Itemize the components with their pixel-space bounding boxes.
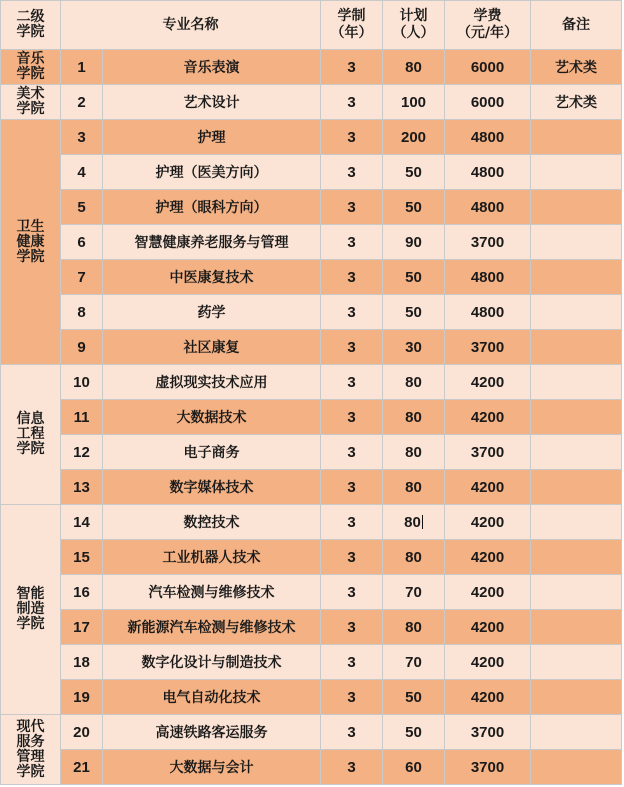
years-cell-text: 3 bbox=[347, 758, 356, 776]
fee-cell-text: 3700 bbox=[470, 338, 505, 356]
header-plan: 计划 （人） bbox=[383, 1, 445, 50]
fee-cell-text: 4200 bbox=[470, 548, 505, 566]
years-cell bbox=[321, 540, 383, 575]
plan-cell bbox=[383, 155, 445, 190]
plan-cell bbox=[383, 575, 445, 610]
major-name-cell bbox=[103, 295, 321, 330]
row-number-cell-text: 3 bbox=[77, 128, 86, 146]
plan-cell-text: 50 bbox=[405, 198, 422, 216]
plan-cell bbox=[383, 435, 445, 470]
major-name-cell-text: 数控技术 bbox=[183, 515, 240, 531]
note-cell bbox=[531, 610, 622, 645]
table-row bbox=[1, 365, 622, 400]
plan-cell-text: 50 bbox=[405, 723, 422, 741]
row-number-cell bbox=[61, 435, 103, 470]
note-cell bbox=[531, 470, 622, 505]
row-number-cell-text: 6 bbox=[77, 233, 86, 251]
table-row bbox=[1, 260, 622, 295]
plan-cell-text: 50 bbox=[405, 163, 422, 181]
fee-cell-text: 4200 bbox=[470, 513, 505, 531]
years-cell bbox=[321, 120, 383, 155]
years-cell bbox=[321, 365, 383, 400]
note-cell bbox=[531, 260, 622, 295]
table-row bbox=[1, 470, 622, 505]
row-number-cell-text: 18 bbox=[73, 653, 90, 671]
fee-cell-text: 3700 bbox=[470, 233, 505, 251]
row-number-cell bbox=[61, 85, 103, 120]
years-cell bbox=[321, 435, 383, 470]
fee-cell bbox=[445, 645, 531, 680]
row-number-cell-text: 14 bbox=[73, 513, 90, 531]
fee-cell bbox=[445, 505, 531, 540]
fee-cell-text: 6000 bbox=[470, 93, 505, 111]
major-name-cell bbox=[103, 400, 321, 435]
years-cell-text: 3 bbox=[347, 268, 356, 286]
years-cell-text: 3 bbox=[347, 198, 356, 216]
plan-cell bbox=[383, 85, 445, 120]
row-number-cell bbox=[61, 715, 103, 750]
years-cell bbox=[321, 190, 383, 225]
fee-cell bbox=[445, 295, 531, 330]
row-number-cell bbox=[61, 610, 103, 645]
table-row bbox=[1, 575, 622, 610]
table-row bbox=[1, 50, 622, 85]
college-cell: 信息 工程 学院 bbox=[1, 365, 61, 505]
major-name-cell bbox=[103, 750, 321, 785]
major-name-cell bbox=[103, 645, 321, 680]
fee-cell-text: 3700 bbox=[470, 723, 505, 741]
plan-cell-text: 80 bbox=[405, 478, 422, 496]
major-name-cell-text: 中医康复技术 bbox=[169, 270, 254, 286]
years-cell-text: 3 bbox=[347, 163, 356, 181]
fee-cell-text: 6000 bbox=[470, 58, 505, 76]
fee-cell-text: 4200 bbox=[470, 373, 505, 391]
major-name-cell-text: 护理（医美方向） bbox=[155, 165, 268, 181]
years-cell bbox=[321, 610, 383, 645]
years-cell bbox=[321, 750, 383, 785]
plan-cell bbox=[383, 330, 445, 365]
plan-cell bbox=[383, 645, 445, 680]
years-cell bbox=[321, 155, 383, 190]
major-name-cell bbox=[103, 120, 321, 155]
table-row bbox=[1, 505, 622, 540]
plan-cell-text: 80 bbox=[404, 513, 421, 531]
major-name-cell bbox=[103, 505, 321, 540]
plan-cell-text: 60 bbox=[405, 758, 422, 776]
note-cell bbox=[531, 505, 622, 540]
major-name-cell bbox=[103, 365, 321, 400]
fee-cell-text: 4200 bbox=[470, 653, 505, 671]
fee-cell bbox=[445, 50, 531, 85]
fee-cell bbox=[445, 155, 531, 190]
plan-cell bbox=[383, 50, 445, 85]
major-name-cell bbox=[103, 225, 321, 260]
fee-cell bbox=[445, 470, 531, 505]
major-name-cell-text: 智慧健康养老服务与管理 bbox=[134, 235, 289, 251]
plan-cell bbox=[383, 190, 445, 225]
college-cell: 美术 学院 bbox=[1, 85, 61, 120]
row-number-cell-text: 20 bbox=[73, 723, 90, 741]
college-cell: 现代 服务 管理 学院 bbox=[1, 715, 61, 785]
row-number-cell bbox=[61, 330, 103, 365]
note-cell bbox=[531, 435, 622, 470]
note-cell bbox=[531, 50, 622, 85]
table-row bbox=[1, 400, 622, 435]
plan-cell-text: 100 bbox=[400, 93, 427, 111]
years-cell bbox=[321, 260, 383, 295]
major-name-cell-text: 汽车检测与维修技术 bbox=[148, 585, 275, 601]
header-years: 学制 （年） bbox=[321, 1, 383, 50]
major-name-cell-text: 高速铁路客运服务 bbox=[155, 725, 268, 741]
major-name-cell-text: 新能源汽车检测与维修技术 bbox=[127, 620, 296, 636]
major-name-cell bbox=[103, 715, 321, 750]
plan-cell[interactable] bbox=[383, 505, 445, 540]
row-number-cell bbox=[61, 575, 103, 610]
row-number-cell-text: 7 bbox=[77, 268, 86, 286]
note-cell bbox=[531, 190, 622, 225]
plan-cell bbox=[383, 260, 445, 295]
header-note: 备注 bbox=[531, 1, 622, 50]
plan-cell bbox=[383, 750, 445, 785]
major-name-cell-text: 艺术设计 bbox=[183, 95, 240, 111]
plan-cell bbox=[383, 225, 445, 260]
row-number-cell-text: 17 bbox=[73, 618, 90, 636]
row-number-cell bbox=[61, 120, 103, 155]
major-name-cell bbox=[103, 190, 321, 225]
row-number-cell-text: 15 bbox=[73, 548, 90, 566]
major-name-cell-text: 社区康复 bbox=[183, 340, 240, 356]
note-cell bbox=[531, 715, 622, 750]
major-name-cell bbox=[103, 540, 321, 575]
college-cell: 音乐 学院 bbox=[1, 50, 61, 85]
plan-cell-text: 50 bbox=[405, 268, 422, 286]
years-cell-text: 3 bbox=[347, 548, 356, 566]
plan-cell bbox=[383, 540, 445, 575]
note-cell bbox=[531, 295, 622, 330]
years-cell bbox=[321, 400, 383, 435]
note-cell-text: 艺术类 bbox=[555, 60, 597, 76]
row-number-cell-text: 13 bbox=[73, 478, 90, 496]
years-cell-text: 3 bbox=[347, 688, 356, 706]
major-name-cell-text: 大数据技术 bbox=[176, 410, 247, 426]
plan-cell-text: 70 bbox=[405, 653, 422, 671]
row-number-cell bbox=[61, 645, 103, 680]
major-name-cell-text: 护理 bbox=[197, 130, 226, 146]
major-name-cell-text: 虚拟现实技术应用 bbox=[155, 375, 268, 391]
major-name-cell bbox=[103, 260, 321, 295]
years-cell bbox=[321, 575, 383, 610]
major-name-cell bbox=[103, 50, 321, 85]
major-name-cell-text: 药学 bbox=[197, 305, 226, 321]
fee-cell bbox=[445, 680, 531, 715]
row-number-cell-text: 4 bbox=[77, 163, 86, 181]
fee-cell bbox=[445, 750, 531, 785]
table-row bbox=[1, 85, 622, 120]
fee-cell-text: 4800 bbox=[470, 163, 505, 181]
plan-cell bbox=[383, 120, 445, 155]
row-number-cell-text: 19 bbox=[73, 688, 90, 706]
major-name-cell bbox=[103, 85, 321, 120]
row-number-cell bbox=[61, 260, 103, 295]
plan-cell-text: 50 bbox=[405, 303, 422, 321]
fee-cell bbox=[445, 85, 531, 120]
table-row bbox=[1, 155, 622, 190]
fee-cell-text: 4800 bbox=[470, 198, 505, 216]
note-cell bbox=[531, 645, 622, 680]
fee-cell bbox=[445, 365, 531, 400]
row-number-cell-text: 1 bbox=[77, 58, 86, 76]
row-number-cell bbox=[61, 505, 103, 540]
table-row bbox=[1, 715, 622, 750]
fee-cell bbox=[445, 260, 531, 295]
major-name-cell-text: 音乐表演 bbox=[183, 60, 240, 76]
table-row bbox=[1, 750, 622, 785]
table-row bbox=[1, 610, 622, 645]
major-name-cell bbox=[103, 435, 321, 470]
years-cell bbox=[321, 225, 383, 260]
plan-cell bbox=[383, 715, 445, 750]
note-cell bbox=[531, 330, 622, 365]
major-name-cell-text: 电气自动化技术 bbox=[162, 690, 261, 706]
row-number-cell bbox=[61, 400, 103, 435]
years-cell-text: 3 bbox=[347, 93, 356, 111]
header-fee: 学费 （元/年） bbox=[445, 1, 531, 50]
major-name-cell-text: 大数据与会计 bbox=[169, 760, 254, 776]
plan-cell-text: 50 bbox=[405, 688, 422, 706]
fee-cell bbox=[445, 435, 531, 470]
row-number-cell bbox=[61, 540, 103, 575]
plan-cell-text: 70 bbox=[405, 583, 422, 601]
major-name-cell-text: 护理（眼科方向） bbox=[155, 200, 268, 216]
fee-cell bbox=[445, 330, 531, 365]
row-number-cell-text: 12 bbox=[73, 443, 90, 461]
note-cell bbox=[531, 400, 622, 435]
fee-cell bbox=[445, 575, 531, 610]
years-cell-text: 3 bbox=[347, 408, 356, 426]
years-cell-text: 3 bbox=[347, 583, 356, 601]
fee-cell bbox=[445, 400, 531, 435]
row-number-cell-text: 10 bbox=[73, 373, 90, 391]
row-number-cell-text: 8 bbox=[77, 303, 86, 321]
years-cell bbox=[321, 645, 383, 680]
row-number-cell-text: 16 bbox=[73, 583, 90, 601]
row-number-cell-text: 2 bbox=[77, 93, 86, 111]
table-row bbox=[1, 190, 622, 225]
years-cell bbox=[321, 50, 383, 85]
plan-cell bbox=[383, 470, 445, 505]
row-number-cell bbox=[61, 470, 103, 505]
major-name-cell bbox=[103, 575, 321, 610]
row-number-cell bbox=[61, 680, 103, 715]
fee-cell bbox=[445, 190, 531, 225]
table-row bbox=[1, 540, 622, 575]
fee-cell-text: 3700 bbox=[470, 758, 505, 776]
row-number-cell bbox=[61, 365, 103, 400]
years-cell bbox=[321, 295, 383, 330]
table-row bbox=[1, 295, 622, 330]
fee-cell-text: 3700 bbox=[470, 443, 505, 461]
years-cell-text: 3 bbox=[347, 58, 356, 76]
plan-cell bbox=[383, 365, 445, 400]
major-name-cell bbox=[103, 330, 321, 365]
fee-cell-text: 4200 bbox=[470, 618, 505, 636]
plan-cell bbox=[383, 295, 445, 330]
fee-cell bbox=[445, 715, 531, 750]
plan-cell-text: 80 bbox=[405, 408, 422, 426]
header-college: 二级 学院 bbox=[1, 1, 61, 50]
fee-cell bbox=[445, 540, 531, 575]
plan-cell-text: 30 bbox=[405, 338, 422, 356]
note-cell-text: 艺术类 bbox=[555, 95, 597, 111]
major-name-cell bbox=[103, 680, 321, 715]
row-number-cell bbox=[61, 190, 103, 225]
major-name-cell-text: 数字化设计与制造技术 bbox=[141, 655, 282, 671]
years-cell-text: 3 bbox=[347, 303, 356, 321]
plan-cell-text: 80 bbox=[405, 618, 422, 636]
major-name-cell-text: 工业机器人技术 bbox=[162, 550, 261, 566]
years-cell bbox=[321, 85, 383, 120]
fee-cell-text: 4800 bbox=[470, 128, 505, 146]
note-cell bbox=[531, 225, 622, 260]
table-row bbox=[1, 330, 622, 365]
years-cell bbox=[321, 680, 383, 715]
row-number-cell bbox=[61, 50, 103, 85]
fee-cell-text: 4800 bbox=[470, 268, 505, 286]
row-number-cell-text: 5 bbox=[77, 198, 86, 216]
note-cell bbox=[531, 680, 622, 715]
plan-cell-text: 200 bbox=[400, 128, 427, 146]
header-major: 专业名称 bbox=[61, 1, 321, 50]
row-number-cell bbox=[61, 750, 103, 785]
row-number-cell bbox=[61, 225, 103, 260]
header-row bbox=[1, 1, 622, 50]
note-cell bbox=[531, 575, 622, 610]
fee-cell bbox=[445, 225, 531, 260]
years-cell-text: 3 bbox=[347, 443, 356, 461]
years-cell-text: 3 bbox=[347, 338, 356, 356]
major-name-cell bbox=[103, 610, 321, 645]
years-cell-text: 3 bbox=[347, 653, 356, 671]
years-cell bbox=[321, 715, 383, 750]
table-row bbox=[1, 225, 622, 260]
table-row bbox=[1, 435, 622, 470]
fee-cell-text: 4200 bbox=[470, 583, 505, 601]
years-cell-text: 3 bbox=[347, 618, 356, 636]
plan-cell-text: 80 bbox=[405, 373, 422, 391]
text-cursor bbox=[422, 515, 423, 529]
years-cell-text: 3 bbox=[347, 478, 356, 496]
years-cell bbox=[321, 470, 383, 505]
table-body bbox=[1, 50, 622, 785]
fee-cell-text: 4200 bbox=[470, 478, 505, 496]
note-cell bbox=[531, 750, 622, 785]
major-name-cell-text: 电子商务 bbox=[183, 445, 240, 461]
years-cell bbox=[321, 505, 383, 540]
years-cell-text: 3 bbox=[347, 723, 356, 741]
major-name-cell bbox=[103, 155, 321, 190]
table-row bbox=[1, 120, 622, 155]
college-cell: 智能 制造 学院 bbox=[1, 505, 61, 715]
fee-cell bbox=[445, 610, 531, 645]
table-row bbox=[1, 645, 622, 680]
plan-cell bbox=[383, 680, 445, 715]
plan-cell-text: 80 bbox=[405, 548, 422, 566]
plan-cell-text: 90 bbox=[405, 233, 422, 251]
row-number-cell-text: 9 bbox=[77, 338, 86, 356]
plan-cell-text: 80 bbox=[405, 443, 422, 461]
row-number-cell bbox=[61, 155, 103, 190]
years-cell-text: 3 bbox=[347, 513, 356, 531]
college-cell: 卫生 健康 学院 bbox=[1, 120, 61, 365]
row-number-cell-text: 11 bbox=[73, 408, 90, 426]
plan-cell bbox=[383, 610, 445, 645]
major-name-cell-text: 数字媒体技术 bbox=[169, 480, 254, 496]
fee-cell bbox=[445, 120, 531, 155]
years-cell-text: 3 bbox=[347, 233, 356, 251]
major-name-cell bbox=[103, 470, 321, 505]
note-cell bbox=[531, 155, 622, 190]
years-cell bbox=[321, 330, 383, 365]
fee-cell-text: 4800 bbox=[470, 303, 505, 321]
note-cell bbox=[531, 120, 622, 155]
note-cell bbox=[531, 365, 622, 400]
row-number-cell bbox=[61, 295, 103, 330]
note-cell bbox=[531, 85, 622, 120]
note-cell bbox=[531, 540, 622, 575]
fee-cell-text: 4200 bbox=[470, 688, 505, 706]
years-cell-text: 3 bbox=[347, 373, 356, 391]
fee-cell-text: 4200 bbox=[470, 408, 505, 426]
plan-cell bbox=[383, 400, 445, 435]
row-number-cell-text: 21 bbox=[73, 758, 90, 776]
years-cell-text: 3 bbox=[347, 128, 356, 146]
plan-cell-text: 80 bbox=[405, 58, 422, 76]
table-row bbox=[1, 680, 622, 715]
